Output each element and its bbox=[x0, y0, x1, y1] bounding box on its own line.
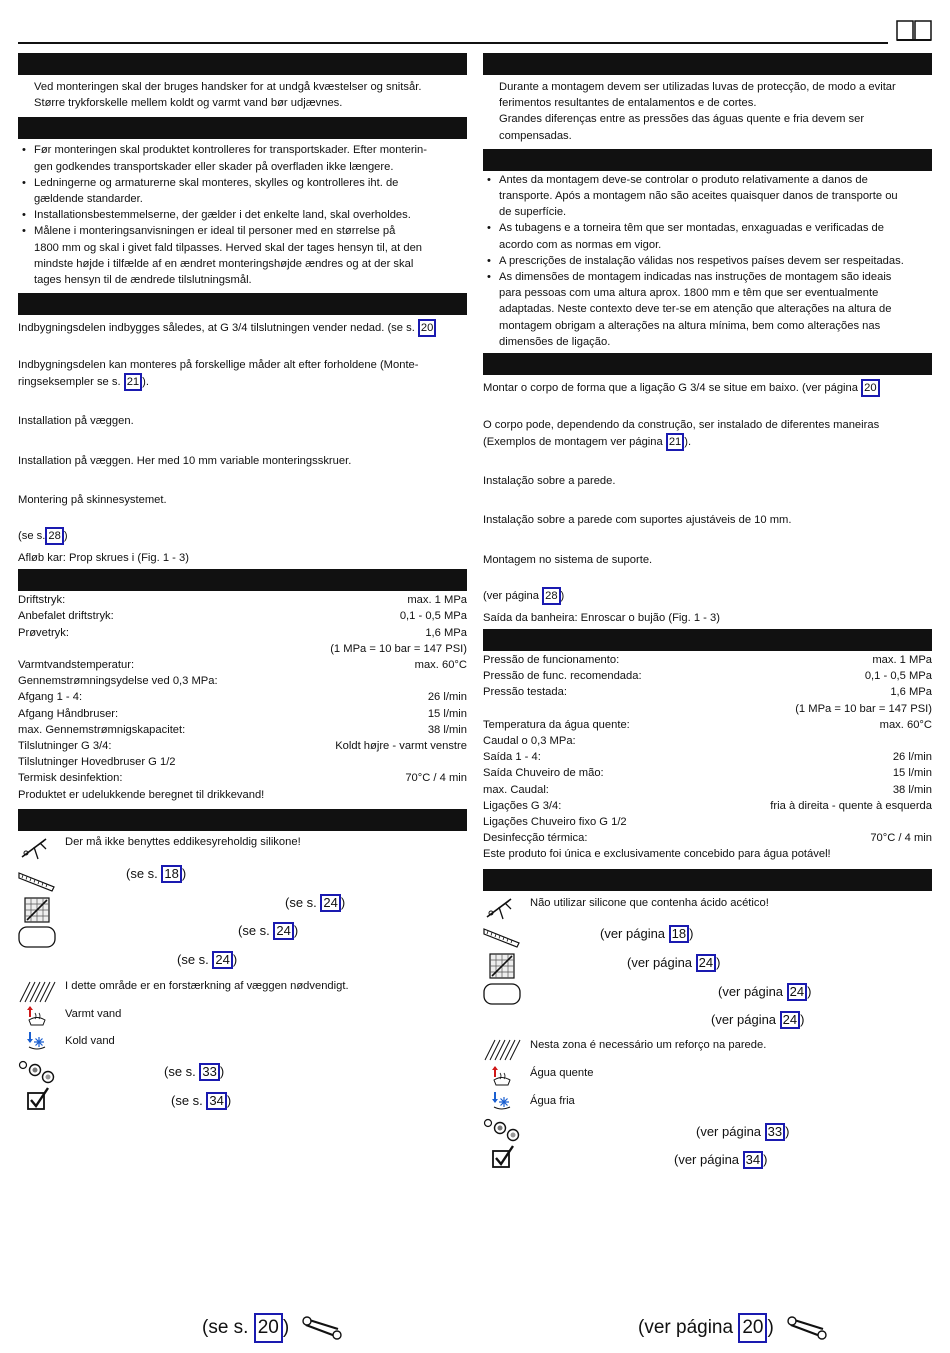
extra-ref: (ver página 24 ) bbox=[711, 1011, 805, 1027]
description-line: (se s. 28 ) bbox=[18, 527, 467, 545]
section-header-bar bbox=[483, 629, 932, 651]
page-ref-link[interactable]: 34 bbox=[206, 1092, 226, 1110]
grid-icon bbox=[24, 897, 50, 923]
specifications bbox=[483, 652, 932, 862]
fittings-icon bbox=[483, 1117, 521, 1143]
spec-row: Ligações Chuveiro fixo G 1/2 bbox=[483, 815, 627, 828]
fittings-ref: (ver página 33 ) bbox=[696, 1123, 790, 1139]
spec-row: Este produto foi única e exclusivamente concebido para água potável! bbox=[483, 848, 831, 861]
spec-row: Termisk desinfektion: 70°C / 4 min bbox=[18, 772, 467, 785]
checklist-ref: (se s. 34 ) bbox=[171, 1092, 232, 1108]
page-ref-link[interactable]: 21 bbox=[666, 433, 684, 451]
specifications bbox=[18, 592, 467, 802]
description-line: Installation på væggen. Her med 10 mm variable monteringsskruer. bbox=[18, 454, 352, 467]
page-ref-link[interactable]: 33 bbox=[765, 1123, 785, 1141]
spec-row: Saída 1 - 4: 26 l/min bbox=[483, 751, 932, 764]
page-ref-link[interactable]: 18 bbox=[161, 865, 181, 883]
page-ref-link[interactable]: 24 bbox=[320, 894, 340, 912]
hot-water-label: Varmt vand bbox=[65, 1007, 122, 1020]
wall-reinforcement-note: Nesta zona é necessário um reforço na parede. bbox=[530, 1038, 767, 1051]
danish-column bbox=[18, 53, 467, 1161]
spec-row: max. Caudal: 38 l/min bbox=[483, 783, 932, 796]
silicone-warning: Der må ikke benyttes eddikesyreholdig silikone! bbox=[65, 835, 301, 848]
footer-ref-left: (se s. 20 ) bbox=[202, 1313, 342, 1343]
grid-ref: (ver página 24 ) bbox=[627, 954, 721, 970]
spec-row: Prøvetryk: 1,6 MPa bbox=[18, 626, 467, 639]
box-ref: (ver página 24 ) bbox=[718, 983, 812, 999]
cold-water-label: Água fria bbox=[530, 1094, 575, 1107]
description-line: Saída da banheira: Enroscar o bujão (Fig. 1 - 3) bbox=[483, 611, 720, 624]
hot-water-label: Água quente bbox=[530, 1066, 594, 1079]
checkbox-icon bbox=[491, 1145, 515, 1169]
silicone-warning: Não utilizar silicone que contenha ácido acético! bbox=[530, 896, 769, 909]
spec-row: Tilslutninger G 3/4: Koldt højre - varmt venstre bbox=[18, 739, 467, 752]
symbol-legend bbox=[18, 831, 467, 1161]
spec-row: Tilslutninger Hovedbruser G 1/2 bbox=[18, 756, 176, 769]
rounded-box-icon bbox=[18, 926, 56, 948]
page-ref-link[interactable]: 18 bbox=[669, 925, 689, 943]
section-header-bar bbox=[18, 117, 467, 139]
footer-ref-right: (ver página 20 ) bbox=[638, 1313, 827, 1343]
cold-water-label: Kold vand bbox=[65, 1034, 115, 1047]
list-item: • Ledningerne og armaturerne skal monteres, skylles og kontrolleres iht. de gældende standarder. bbox=[18, 175, 467, 207]
section-header-bar bbox=[483, 53, 932, 75]
spec-row: Afgang 1 - 4: 26 l/min bbox=[18, 691, 467, 704]
spec-row: Temperatura da água quente: max. 60°C bbox=[483, 718, 932, 731]
grid-ref: (se s. 24 ) bbox=[285, 894, 346, 910]
cold-water-icon bbox=[491, 1091, 513, 1113]
description-line: Indbygningsdelen indbygges således, at G 3/4 tilslutningen vender nedad. (se s. 20 bbox=[18, 319, 467, 337]
silicone-gun-icon bbox=[483, 895, 517, 921]
spec-row: Pressão de func. recomendada: 0,1 - 0,5 MPa bbox=[483, 670, 932, 683]
page-ref-link[interactable]: 20 bbox=[738, 1313, 767, 1343]
book-icon bbox=[896, 20, 932, 42]
portuguese-column bbox=[483, 53, 932, 1211]
cold-water-icon bbox=[26, 1031, 48, 1053]
ruler-icon bbox=[483, 925, 521, 949]
page-ref-link[interactable]: 33 bbox=[199, 1063, 219, 1081]
section-header-bar bbox=[483, 149, 932, 171]
section-header-bar bbox=[18, 569, 467, 591]
spec-row: Anbefalet driftstryk: 0,1 - 0,5 MPa bbox=[18, 610, 467, 623]
rounded-box-icon bbox=[483, 983, 521, 1005]
checkbox-icon bbox=[26, 1087, 50, 1111]
page-ref-link[interactable]: 34 bbox=[743, 1151, 763, 1169]
list-item: • Installationsbestemmelserne, der gælder i det enkelte land, skal overholdes. bbox=[18, 207, 467, 223]
section-header-bar bbox=[18, 293, 467, 315]
ruler-ref: (se s. 18 ) bbox=[126, 865, 187, 881]
spec-row: Desinfecção térmica: 70°C / 4 min bbox=[483, 832, 932, 845]
list-item: • Før monteringen skal produktet kontrolleres for transportskader. Efter monterin- gen godkendes transportskader eller skader på overfladen ikke længere. bbox=[18, 142, 467, 174]
description-line: Montagem no sistema de suporte. bbox=[483, 553, 653, 566]
description-line: (ver página 28 ) bbox=[483, 587, 932, 605]
page-ref-link[interactable]: 24 bbox=[787, 983, 807, 1001]
section-header-bar bbox=[483, 353, 932, 375]
symbol-legend bbox=[483, 891, 932, 1211]
wrench-icon bbox=[787, 1315, 827, 1341]
list-item: • Målene i monteringsanvisningen er ideal til personer med en størrelse på 1800 mm og skal i givet fald tilpasses. Herved skal der tages hensyn til, at den mindste højde i tilfælde af en ændret monteringshøjde ændres og at der skal tages hensyn til de ændrede tilslutningsmål. bbox=[18, 223, 467, 288]
hot-water-icon bbox=[26, 1005, 48, 1027]
wrench-icon bbox=[302, 1315, 342, 1341]
spec-row: Pressão testada: 1,6 MPa bbox=[483, 686, 932, 699]
section-header-bar bbox=[18, 809, 467, 831]
description-line: Instalação sobre a parede. bbox=[483, 475, 616, 488]
spec-row: (1 MPa = 10 bar = 147 PSI) bbox=[330, 642, 467, 655]
fittings-ref: (se s. 33 ) bbox=[164, 1063, 225, 1079]
spec-row: Ligações G 3/4: fria à direita - quente à esquerda bbox=[483, 799, 932, 812]
header-rule bbox=[18, 42, 888, 44]
spec-row: max. Gennemstrømnigskapacitet: 38 l/min bbox=[18, 723, 467, 736]
page-ref-link[interactable]: 28 bbox=[45, 527, 63, 545]
description-line: Indbygningsdelen kan monteres på forskellige måder alt efter forholdene (Monte- ringseksempler se s. 21 ). bbox=[18, 357, 467, 391]
page-ref-link[interactable]: 24 bbox=[212, 951, 232, 969]
page-ref-link[interactable]: 24 bbox=[273, 922, 293, 940]
list-item: • As dimensões de montagem indicadas nas instruções de montagem são ideais para pessoas com uma altura aprox. 1800 mm e têm que ser eventualmente adaptadas. Neste contexto deve ter-se em atenção que alterações na altura de montagem obrigam a alterações na altura mínima, bem como alterações nas dimensões de ligação. bbox=[483, 269, 932, 350]
description-line: Montar o corpo de forma que a ligação G 3/4 se situe em baixo. (ver página 20 bbox=[483, 379, 932, 397]
list-item: • A prescrições de instalação válidas nos respetivos países devem ser respeitadas. bbox=[483, 253, 932, 269]
spec-row: Produktet er udelukkende beregnet til drikkevand! bbox=[18, 788, 265, 801]
fittings-icon bbox=[18, 1059, 56, 1085]
install-notes bbox=[18, 142, 467, 288]
section-header-bar bbox=[483, 869, 932, 891]
description-line: Instalação sobre a parede com suportes ajustáveis de 10 mm. bbox=[483, 514, 792, 527]
list-item: • Antes da montagem deve-se controlar o produto relativamente a danos de transporte. Após a montagem não são aceites quaisquer danos de transporte ou de superfície. bbox=[483, 172, 932, 221]
hot-water-icon bbox=[491, 1065, 513, 1087]
page-ref-link[interactable]: 21 bbox=[124, 373, 142, 391]
description-line: Installation på væggen. bbox=[18, 415, 134, 428]
page-ref-link[interactable]: 20 bbox=[254, 1313, 283, 1343]
grid-icon bbox=[489, 953, 515, 979]
wall-reinforcement-note: I dette område er en forstærkning af væggen nødvendigt. bbox=[65, 979, 349, 992]
section-header-bar bbox=[18, 53, 467, 75]
page-ref-link[interactable]: 20 bbox=[861, 379, 879, 397]
page-ref-link[interactable]: 24 bbox=[696, 954, 716, 972]
description-line: Montering på skinnesystemet. bbox=[18, 493, 167, 506]
silicone-gun-icon bbox=[18, 835, 52, 861]
spec-row: Driftstryk: max. 1 MPa bbox=[18, 594, 467, 607]
safety-text: Durante a montagem devem ser utilizadas luvas de protecção, de modo a evitar ferimentos resultantes de entalamentos e de cortes. Grandes diferenças entre as pressões das águas quente e fria devem ser compensadas. bbox=[499, 81, 896, 142]
install-notes bbox=[483, 172, 932, 350]
safety-text: Ved monteringen skal der bruges handsker for at undgå kvæstelser og snitsår. Større trykforskelle mellem koldt og varmt vand bør udjævnes. bbox=[34, 81, 422, 110]
page-ref-link[interactable]: 28 bbox=[542, 587, 560, 605]
hatch-icon bbox=[483, 1039, 521, 1061]
spec-row: Caudal o 0,3 MPa: bbox=[483, 735, 576, 747]
hatch-icon bbox=[18, 981, 56, 1003]
page-ref-link[interactable]: 20 bbox=[418, 319, 436, 337]
ruler-icon bbox=[18, 869, 56, 893]
spec-row: Gennemstrømningsydelse ved 0,3 MPa: bbox=[18, 675, 218, 688]
description-line: Afløb kar: Prop skrues i (Fig. 1 - 3) bbox=[18, 552, 189, 565]
spec-row: (1 MPa = 10 bar = 147 PSI) bbox=[795, 702, 932, 715]
page-ref-link[interactable]: 24 bbox=[780, 1011, 800, 1029]
checklist-ref: (ver página 34 ) bbox=[674, 1151, 768, 1167]
spec-row: Saída Chuveiro de mão: 15 l/min bbox=[483, 767, 932, 780]
spec-row: Afgang Håndbruser: 15 l/min bbox=[18, 707, 467, 720]
extra-ref: (se s. 24 ) bbox=[177, 951, 238, 967]
spec-row: Varmtvandstemperatur: max. 60°C bbox=[18, 659, 467, 671]
description-line: O corpo pode, dependendo da construção, ser instalado de diferentes maneiras (Exemplos de montagem ver página 21 ). bbox=[483, 417, 932, 451]
ruler-ref: (ver página 18 ) bbox=[600, 925, 694, 941]
list-item: • As tubagens e a torneira têm que ser montadas, enxaguadas e verificadas de acordo com as normas em vigor. bbox=[483, 220, 932, 252]
spec-row: Pressão de funcionamento: max. 1 MPa bbox=[483, 654, 932, 667]
box-ref: (se s. 24 ) bbox=[238, 922, 299, 938]
